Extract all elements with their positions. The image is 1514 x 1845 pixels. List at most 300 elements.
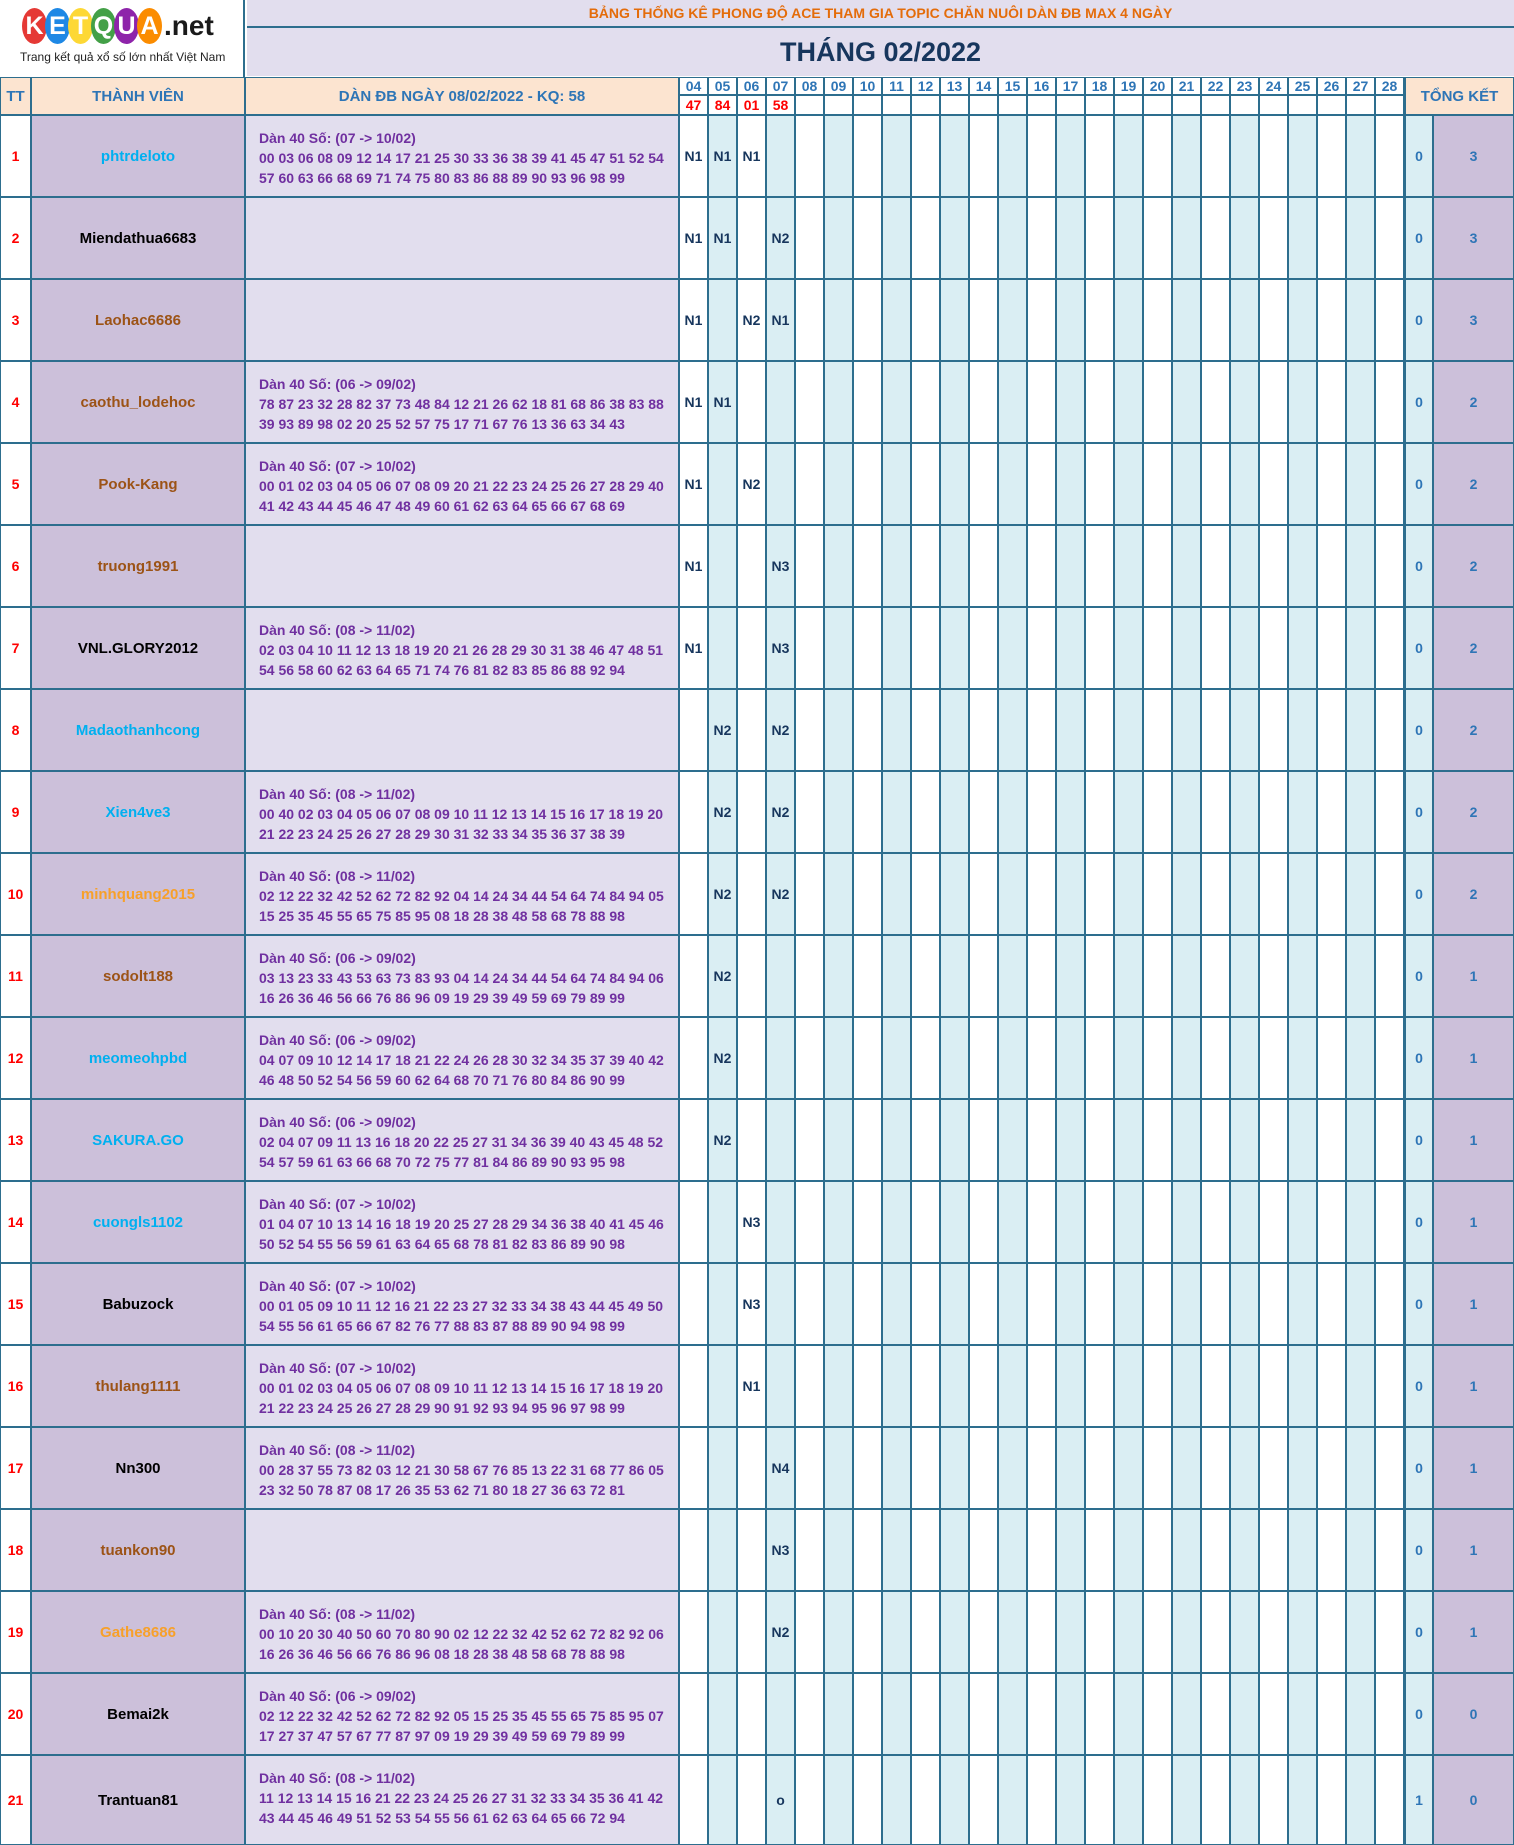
mark-cell (679, 1427, 708, 1509)
mark-cell (911, 853, 940, 935)
hit-count: 0 (1405, 443, 1433, 525)
mark-cell (911, 115, 940, 197)
mark-cell (911, 1099, 940, 1181)
mark-cell (1346, 443, 1375, 525)
day-header: 25 (1288, 77, 1317, 95)
mark-cell (679, 1017, 708, 1099)
row-number: 21 (0, 1755, 31, 1845)
mark-cell (737, 1755, 766, 1845)
result-cell (940, 95, 969, 115)
mark-cell: N3 (737, 1263, 766, 1345)
mark-cell (998, 1427, 1027, 1509)
mark-cell (1114, 1263, 1143, 1345)
mark-cell (1375, 1673, 1404, 1755)
mark-cell (795, 443, 824, 525)
mark-cell (1346, 1263, 1375, 1345)
mark-cell (940, 1673, 969, 1755)
mark-cell (1288, 525, 1317, 607)
member-name: thulang1111 (31, 1345, 245, 1427)
mark-cell (766, 1345, 795, 1427)
mark-cell (1259, 525, 1288, 607)
dan-line: Dàn 40 Số: (06 -> 09/02) (259, 1688, 416, 1704)
mark-cell (1056, 525, 1085, 607)
mark-cell (1085, 689, 1114, 771)
column-header-member: THÀNH VIÊN (31, 77, 245, 115)
dan-cell (245, 1591, 679, 1673)
mark-cell (766, 115, 795, 197)
mark-cell: N1 (679, 279, 708, 361)
mark-cell (1346, 197, 1375, 279)
mark-cell (1143, 443, 1172, 525)
mark-cell (1056, 607, 1085, 689)
mark-cell (1143, 853, 1172, 935)
mark-cell (1375, 1591, 1404, 1673)
mark-cell (708, 443, 737, 525)
mark-cell (737, 607, 766, 689)
mark-cell (882, 1345, 911, 1427)
mark-cell (911, 1755, 940, 1845)
mark-cell (998, 115, 1027, 197)
mark-cell (1346, 1345, 1375, 1427)
mark-cell (1201, 279, 1230, 361)
dan-line: Dàn 40 Số: (07 -> 10/02) (259, 130, 416, 146)
logo-letter: T (68, 8, 93, 44)
day-header: 06 (737, 77, 766, 95)
mark-cell (1114, 689, 1143, 771)
result-cell (1346, 95, 1375, 115)
mark-cell (1259, 1099, 1288, 1181)
mark-cell: N3 (766, 525, 795, 607)
mark-cell (795, 853, 824, 935)
mark-cell (1201, 853, 1230, 935)
mark-cell (766, 1263, 795, 1345)
mark-cell (795, 1509, 824, 1591)
mark-cell (737, 771, 766, 853)
mark-cell (1172, 1345, 1201, 1427)
mark-cell (853, 935, 882, 1017)
mark-cell (1056, 1099, 1085, 1181)
mark-cell (1143, 1673, 1172, 1755)
mark-cell (1114, 853, 1143, 935)
mark-cell (1346, 1673, 1375, 1755)
mark-cell (1259, 115, 1288, 197)
mark-cell (1172, 607, 1201, 689)
mark-cell (1114, 1181, 1143, 1263)
mark-cell: N2 (708, 1017, 737, 1099)
mark-cell (1346, 525, 1375, 607)
mark-cell (737, 1591, 766, 1673)
mark-cell (1230, 1181, 1259, 1263)
mark-cell (998, 279, 1027, 361)
mark-cell (1346, 1427, 1375, 1509)
result-cell (882, 95, 911, 115)
dan-line: 57 60 63 66 68 69 71 74 75 80 83 86 88 89 90 93 96 98 99 (259, 170, 625, 186)
mark-cell (1056, 361, 1085, 443)
mark-cell (766, 935, 795, 1017)
dan-line: Dàn 40 Số: (06 -> 09/02) (259, 950, 416, 966)
mark-cell (1346, 935, 1375, 1017)
mark-cell (1317, 197, 1346, 279)
total-count: 1 (1433, 935, 1514, 1017)
total-count: 1 (1433, 1263, 1514, 1345)
mark-cell (1143, 1345, 1172, 1427)
dan-line: Dàn 40 Số: (08 -> 11/02) (259, 1442, 416, 1458)
mark-cell (1201, 1181, 1230, 1263)
dan-cell (245, 1181, 679, 1263)
mark-cell (882, 689, 911, 771)
day-header: 08 (795, 77, 824, 95)
mark-cell (1346, 115, 1375, 197)
mark-cell (737, 525, 766, 607)
mark-cell (824, 1099, 853, 1181)
mark-cell (1230, 525, 1259, 607)
mark-cell (1114, 1591, 1143, 1673)
mark-cell (998, 1509, 1027, 1591)
mark-cell (737, 197, 766, 279)
mark-cell (1201, 1509, 1230, 1591)
mark-cell (1346, 689, 1375, 771)
mark-cell (969, 1427, 998, 1509)
mark-cell (1143, 607, 1172, 689)
row-number: 1 (0, 115, 31, 197)
mark-cell (1288, 771, 1317, 853)
mark-cell (940, 853, 969, 935)
mark-cell (1172, 771, 1201, 853)
hit-count: 0 (1405, 115, 1433, 197)
dan-cell (245, 1017, 679, 1099)
mark-cell (1259, 771, 1288, 853)
mark-cell (1375, 525, 1404, 607)
mark-cell (1288, 1509, 1317, 1591)
mark-cell (969, 689, 998, 771)
mark-cell (853, 443, 882, 525)
mark-cell (853, 853, 882, 935)
mark-cell (1317, 1017, 1346, 1099)
mark-cell (1114, 525, 1143, 607)
mark-cell (853, 1755, 882, 1845)
mark-cell (708, 1263, 737, 1345)
mark-cell (1230, 1427, 1259, 1509)
mark-cell (1056, 1591, 1085, 1673)
mark-cell (1346, 853, 1375, 935)
mark-cell (969, 1673, 998, 1755)
dan-line: 01 04 07 10 13 14 16 18 19 20 25 27 28 29 34 36 38 40 41 45 46 (259, 1216, 664, 1232)
hit-count: 0 (1405, 1509, 1433, 1591)
member-name: Pook-Kang (31, 443, 245, 525)
result-cell (1027, 95, 1056, 115)
mark-cell (1375, 1099, 1404, 1181)
mark-cell (1143, 935, 1172, 1017)
mark-cell (679, 935, 708, 1017)
mark-cell (1346, 1017, 1375, 1099)
result-cell (1259, 95, 1288, 115)
mark-cell (1259, 1591, 1288, 1673)
month-title: THÁNG 02/2022 (247, 28, 1514, 76)
mark-cell (969, 1591, 998, 1673)
mark-cell (795, 279, 824, 361)
day-header: 09 (824, 77, 853, 95)
dan-line: 23 32 50 78 87 08 17 26 35 53 62 71 80 18 27 36 63 72 81 (259, 1482, 625, 1498)
mark-cell (1288, 115, 1317, 197)
member-name: phtrdeloto (31, 115, 245, 197)
mark-cell (1085, 443, 1114, 525)
mark-cell (795, 771, 824, 853)
mark-cell (824, 279, 853, 361)
total-count: 1 (1433, 1181, 1514, 1263)
mark-cell (1172, 1673, 1201, 1755)
mark-cell (1027, 607, 1056, 689)
mark-cell (1317, 1181, 1346, 1263)
mark-cell (1346, 607, 1375, 689)
mark-cell: N1 (679, 607, 708, 689)
mark-cell (824, 1427, 853, 1509)
hit-count: 0 (1405, 361, 1433, 443)
mark-cell (1375, 853, 1404, 935)
mark-cell (1259, 689, 1288, 771)
day-header: 23 (1230, 77, 1259, 95)
dan-cell (245, 525, 679, 607)
mark-cell: N1 (679, 361, 708, 443)
dan-line: Dàn 40 Số: (07 -> 10/02) (259, 458, 416, 474)
mark-cell (737, 853, 766, 935)
mark-cell (1172, 1509, 1201, 1591)
mark-cell (824, 689, 853, 771)
row-number: 7 (0, 607, 31, 689)
mark-cell (911, 197, 940, 279)
mark-cell (708, 1673, 737, 1755)
mark-cell (1230, 771, 1259, 853)
mark-cell (1085, 197, 1114, 279)
mark-cell (1172, 443, 1201, 525)
total-count: 2 (1433, 771, 1514, 853)
mark-cell (853, 1263, 882, 1345)
total-count: 1 (1433, 1345, 1514, 1427)
mark-cell (1027, 1263, 1056, 1345)
mark-cell (911, 279, 940, 361)
mark-cell (766, 361, 795, 443)
mark-cell: N3 (766, 607, 795, 689)
mark-cell (1375, 935, 1404, 1017)
mark-cell (795, 1017, 824, 1099)
mark-cell (1027, 1673, 1056, 1755)
member-name: truong1991 (31, 525, 245, 607)
mark-cell (911, 1591, 940, 1673)
mark-cell (1317, 1345, 1346, 1427)
mark-cell (853, 525, 882, 607)
mark-cell (1027, 1017, 1056, 1099)
dan-line: 02 12 22 32 42 52 62 72 82 92 05 15 25 35 45 55 65 75 85 95 07 (259, 1708, 664, 1724)
day-header: 19 (1114, 77, 1143, 95)
result-cell (1201, 95, 1230, 115)
hit-count: 0 (1405, 279, 1433, 361)
mark-cell (708, 1427, 737, 1509)
mark-cell (679, 1673, 708, 1755)
mark-cell (1114, 1345, 1143, 1427)
mark-cell (1288, 689, 1317, 771)
mark-cell (882, 1427, 911, 1509)
day-header: 28 (1375, 77, 1404, 95)
mark-cell (1172, 1263, 1201, 1345)
row-number: 18 (0, 1509, 31, 1591)
mark-cell (1375, 1181, 1404, 1263)
mark-cell (882, 1017, 911, 1099)
total-count: 0 (1433, 1755, 1514, 1845)
mark-cell (853, 771, 882, 853)
mark-cell (1375, 1755, 1404, 1845)
result-cell (795, 95, 824, 115)
mark-cell (1259, 1263, 1288, 1345)
dan-line: 54 55 56 61 65 66 67 82 76 77 88 83 87 88 89 90 94 98 99 (259, 1318, 625, 1334)
member-name: Trantuan81 (31, 1755, 245, 1845)
mark-cell (1346, 279, 1375, 361)
mark-cell (998, 1755, 1027, 1845)
mark-cell (969, 1509, 998, 1591)
mark-cell (1085, 525, 1114, 607)
member-name: VNL.GLORY2012 (31, 607, 245, 689)
mark-cell (1143, 279, 1172, 361)
day-header: 04 (679, 77, 708, 95)
mark-cell (882, 361, 911, 443)
mark-cell (1143, 115, 1172, 197)
dan-cell (245, 1099, 679, 1181)
mark-cell (1230, 1673, 1259, 1755)
mark-cell (824, 197, 853, 279)
mark-cell (824, 935, 853, 1017)
mark-cell (824, 1591, 853, 1673)
mark-cell (1056, 1755, 1085, 1845)
dan-line: 46 48 50 52 54 56 59 60 62 64 68 70 71 76 80 84 86 90 99 (259, 1072, 625, 1088)
mark-cell (882, 1181, 911, 1263)
mark-cell (1230, 607, 1259, 689)
mark-cell (853, 279, 882, 361)
mark-cell (824, 525, 853, 607)
mark-cell (1172, 1755, 1201, 1845)
dan-cell (245, 935, 679, 1017)
mark-cell (1085, 853, 1114, 935)
mark-cell (998, 1591, 1027, 1673)
mark-cell (737, 1017, 766, 1099)
mark-cell (1085, 607, 1114, 689)
dan-line: 00 01 02 03 04 05 06 07 08 09 20 21 22 23 24 25 26 27 28 29 40 (259, 478, 664, 494)
mark-cell (998, 1345, 1027, 1427)
dan-line: 02 03 04 10 11 12 13 18 19 20 21 26 28 29 30 31 38 46 47 48 51 (259, 642, 664, 658)
mark-cell (882, 525, 911, 607)
mark-cell (1230, 935, 1259, 1017)
mark-cell (1056, 1673, 1085, 1755)
mark-cell (1143, 1755, 1172, 1845)
mark-cell (911, 771, 940, 853)
mark-cell (1201, 1345, 1230, 1427)
mark-cell (1375, 1017, 1404, 1099)
mark-cell (737, 1099, 766, 1181)
mark-cell: N2 (708, 935, 737, 1017)
logo-letter: Q (91, 8, 116, 44)
mark-cell (882, 1509, 911, 1591)
mark-cell: N1 (679, 525, 708, 607)
mark-cell (1172, 197, 1201, 279)
dan-line: 78 87 23 32 28 82 37 73 48 84 12 21 26 62 18 81 68 86 38 83 88 (259, 396, 664, 412)
mark-cell (1288, 853, 1317, 935)
mark-cell (795, 1673, 824, 1755)
result-cell (1056, 95, 1085, 115)
result-cell (1172, 95, 1201, 115)
mark-cell (1085, 1099, 1114, 1181)
mark-cell (824, 1263, 853, 1345)
mark-cell (1143, 525, 1172, 607)
mark-cell: N1 (708, 197, 737, 279)
mark-cell (940, 1345, 969, 1427)
member-name: SAKURA.GO (31, 1099, 245, 1181)
mark-cell (679, 1591, 708, 1673)
mark-cell (969, 1263, 998, 1345)
mark-cell (795, 525, 824, 607)
dan-cell (245, 689, 679, 771)
mark-cell (1259, 1509, 1288, 1591)
mark-cell (1114, 279, 1143, 361)
mark-cell (1201, 1427, 1230, 1509)
mark-cell: N1 (737, 1345, 766, 1427)
mark-cell (940, 771, 969, 853)
mark-cell (1201, 607, 1230, 689)
mark-cell (1172, 279, 1201, 361)
mark-cell (1085, 361, 1114, 443)
mark-cell (1056, 853, 1085, 935)
mark-cell: N3 (766, 1509, 795, 1591)
row-number: 10 (0, 853, 31, 935)
mark-cell (882, 197, 911, 279)
mark-cell (1085, 1345, 1114, 1427)
mark-cell (1346, 1591, 1375, 1673)
mark-cell (1317, 689, 1346, 771)
mark-cell (969, 361, 998, 443)
mark-cell: N1 (766, 279, 795, 361)
mark-cell (1085, 279, 1114, 361)
mark-cell (1172, 1017, 1201, 1099)
mark-cell (1085, 771, 1114, 853)
mark-cell (998, 1017, 1027, 1099)
mark-cell (969, 443, 998, 525)
total-count: 2 (1433, 361, 1514, 443)
mark-cell (940, 443, 969, 525)
mark-cell (1288, 1673, 1317, 1755)
mark-cell (1317, 279, 1346, 361)
mark-cell (1201, 115, 1230, 197)
dan-line: 00 01 05 09 10 11 12 16 21 22 23 27 32 33 34 38 43 44 45 49 50 (259, 1298, 664, 1314)
mark-cell (998, 1099, 1027, 1181)
mark-cell (737, 689, 766, 771)
mark-cell (708, 1181, 737, 1263)
mark-cell: N2 (708, 689, 737, 771)
mark-cell (737, 1673, 766, 1755)
mark-cell (795, 115, 824, 197)
result-cell: 01 (737, 95, 766, 115)
mark-cell (853, 1099, 882, 1181)
mark-cell (998, 525, 1027, 607)
mark-cell (1259, 1181, 1288, 1263)
mark-cell (1085, 1181, 1114, 1263)
mark-cell: N2 (766, 689, 795, 771)
mark-cell: N1 (679, 115, 708, 197)
dan-line: Dàn 40 Số: (08 -> 11/02) (259, 1606, 416, 1622)
total-count: 1 (1433, 1099, 1514, 1181)
mark-cell (1027, 1427, 1056, 1509)
logo[interactable] (0, 0, 245, 77)
mark-cell (824, 1017, 853, 1099)
mark-cell (1143, 1263, 1172, 1345)
hit-count: 0 (1405, 525, 1433, 607)
dan-cell (245, 853, 679, 935)
member-name: sodolt188 (31, 935, 245, 1017)
